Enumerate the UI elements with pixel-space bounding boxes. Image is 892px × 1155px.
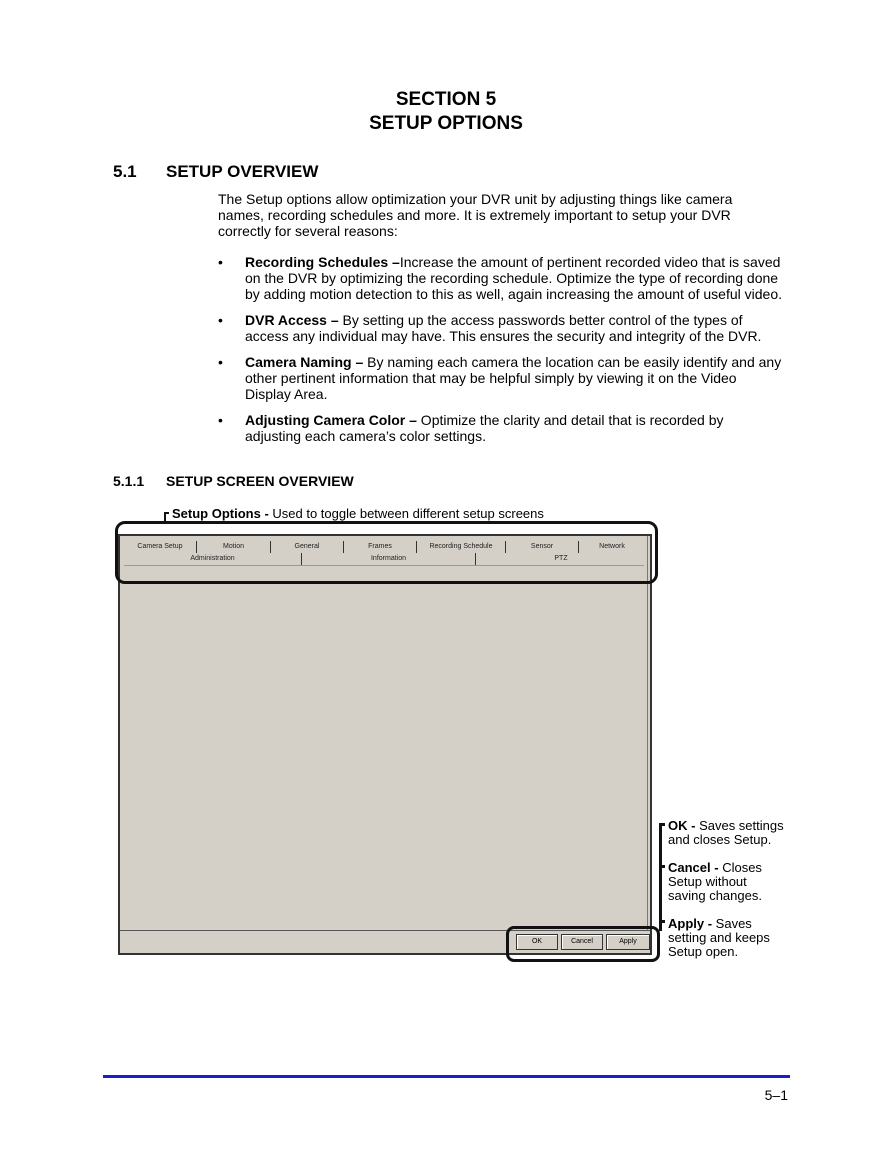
tab-administration[interactable]: Administration [124, 553, 302, 565]
tab-frames[interactable]: Frames [344, 541, 417, 553]
tab-camera-setup[interactable]: Camera Setup [124, 541, 197, 553]
bullet-icon: • [218, 312, 223, 328]
list-item [218, 312, 783, 344]
bullet-text: Optimize the clarity and detail that is recorded by adjusting each camera’s color settings. [245, 412, 724, 444]
cancel-button[interactable]: Cancel [561, 934, 603, 950]
reasons-list [218, 254, 783, 454]
window-border [647, 536, 648, 931]
ok-callout [668, 819, 784, 847]
intro-line-1: The Setup options allow optimization your DVR unit by adjusting things like camera [218, 191, 733, 207]
subheading-title: SETUP SCREEN OVERVIEW [166, 473, 354, 489]
intro-line-3: correctly for several reasons: [218, 223, 398, 239]
callout-text: and closes Setup. [668, 832, 772, 847]
list-item [218, 354, 783, 402]
footer-rule [103, 1075, 790, 1078]
callout-text: Saves settings [695, 818, 784, 833]
callout-term: Cancel - [668, 860, 719, 875]
callout-text: Setup without [668, 874, 747, 889]
section-title: SETUP OPTIONS [369, 113, 523, 134]
tab-general[interactable]: General [271, 541, 344, 553]
list-item [218, 412, 783, 444]
bullet-text: By setting up the access passwords better control of the types of access any individual may have. This ensures the security and integrity of the DVR. [245, 312, 762, 344]
heading-title: SETUP OVERVIEW [166, 162, 319, 181]
subheading-number: 5.1.1 [113, 473, 145, 489]
callout-text: setting and keeps [668, 930, 770, 945]
bullet-text: Increase the amount of pertinent recorded video that is saved on the DVR by optimizing the recording schedule. Optimize the type of recording done by adding motion detection to this as well, again increasing the amount of useful video. [245, 254, 782, 302]
tab-information[interactable]: Information [302, 553, 476, 565]
callout-tick [659, 865, 665, 868]
buttons-highlight [506, 926, 660, 962]
callout-tick [659, 920, 665, 923]
page-number: 5–1 [764, 1087, 788, 1103]
bullet-term: Camera Naming – [245, 354, 364, 370]
callout-tick [659, 823, 665, 826]
ok-button[interactable]: OK [516, 934, 558, 950]
bullet-icon: • [218, 412, 223, 428]
bullet-term: DVR Access – [245, 312, 339, 328]
bullet-text: By naming each camera the location can be easily identify and any other pertinent information that may be helpful simply by viewing it on the Video Display Area. [245, 354, 782, 402]
callout-text: saving changes. [668, 888, 762, 903]
apply-callout [668, 917, 770, 959]
heading-number: 5.1 [113, 162, 137, 181]
bullet-term: Recording Schedules – [245, 254, 400, 270]
section-number: SECTION 5 [395, 89, 497, 110]
bullet-term: Adjusting Camera Color – [245, 412, 417, 428]
callout-term: Apply - [668, 916, 713, 931]
intro-line-2: names, recording schedules and more. It is extremely important to setup your DVR [218, 207, 731, 223]
tab-motion[interactable]: Motion [197, 541, 271, 553]
tab-sensor[interactable]: Sensor [506, 541, 579, 553]
tab-recording-schedule[interactable]: Recording Schedule [417, 541, 506, 553]
tabs-highlight [115, 521, 658, 584]
callout-text: Used to toggle between different setup screens [268, 506, 544, 521]
callout-term: Setup Options - [172, 506, 269, 521]
apply-button[interactable]: Apply [606, 934, 650, 950]
tab-network[interactable]: Network [599, 543, 625, 550]
list-item [218, 254, 783, 302]
callout-term: OK - [668, 818, 696, 833]
setup-window [118, 534, 652, 955]
cancel-callout [668, 861, 762, 903]
callout-text: Setup open. [668, 944, 739, 959]
tab-ptz[interactable]: PTZ [554, 555, 568, 562]
callout-text: Closes [718, 860, 762, 875]
bullet-icon: • [218, 254, 223, 270]
setup-options-callout [172, 507, 544, 521]
bullet-icon: • [218, 354, 223, 370]
callout-text: Saves [712, 916, 752, 931]
callout-bracket [659, 823, 662, 931]
